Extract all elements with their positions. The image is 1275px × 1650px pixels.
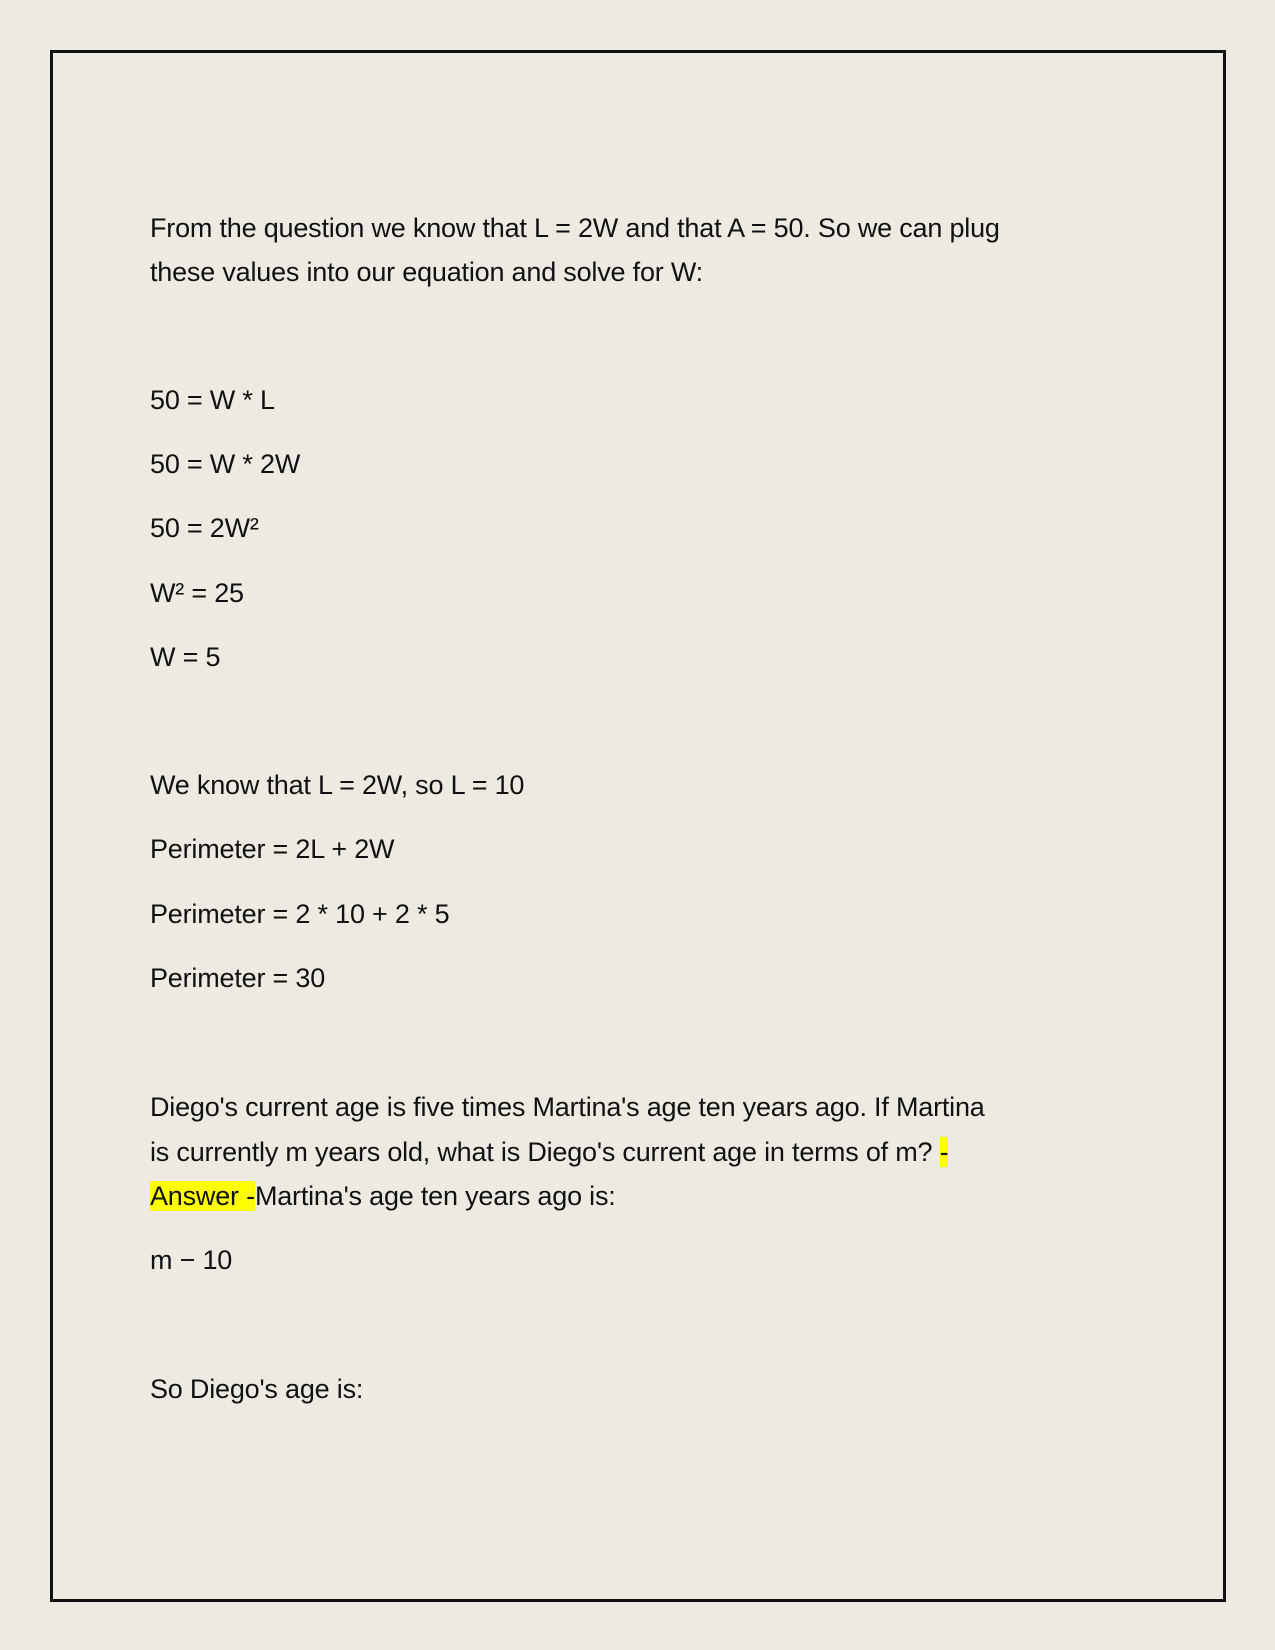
question-text: is currently m years old, what is Diego's current age in terms of m? (150, 1137, 940, 1167)
equation-line: 50 = W * 2W (150, 449, 301, 479)
paragraph-1-line-1: From the question we know that L = 2W and that A = 50. So we can plug (150, 213, 1000, 243)
question-line-3 (150, 1179, 616, 1213)
equation-line: Perimeter = 2L + 2W (150, 834, 395, 864)
equation-line: We know that L = 2W, so L = 10 (150, 770, 525, 800)
equation-line: Perimeter = 30 (150, 963, 326, 993)
equation-line: Perimeter = 2 * 10 + 2 * 5 (150, 899, 450, 929)
closing-line: So Diego's age is: (150, 1374, 364, 1404)
answer-text: Martina's age ten years ago is: (254, 1181, 616, 1211)
paragraph-1-line-2: these values into our equation and solve for W: (150, 257, 703, 287)
expression-line: m − 10 (150, 1245, 233, 1275)
question-line-1: Diego's current age is five times Martina's age ten years ago. If Martina (150, 1092, 985, 1122)
answer-highlight-dash: - (939, 1137, 949, 1167)
equation-line: 50 = 2W² (150, 513, 259, 543)
equation-line: 50 = W * L (150, 385, 275, 415)
question-line-2 (150, 1135, 948, 1169)
equation-line: W = 5 (150, 642, 221, 672)
answer-highlight-label: Answer - (150, 1181, 255, 1211)
equation-line: W² = 25 (150, 578, 244, 608)
